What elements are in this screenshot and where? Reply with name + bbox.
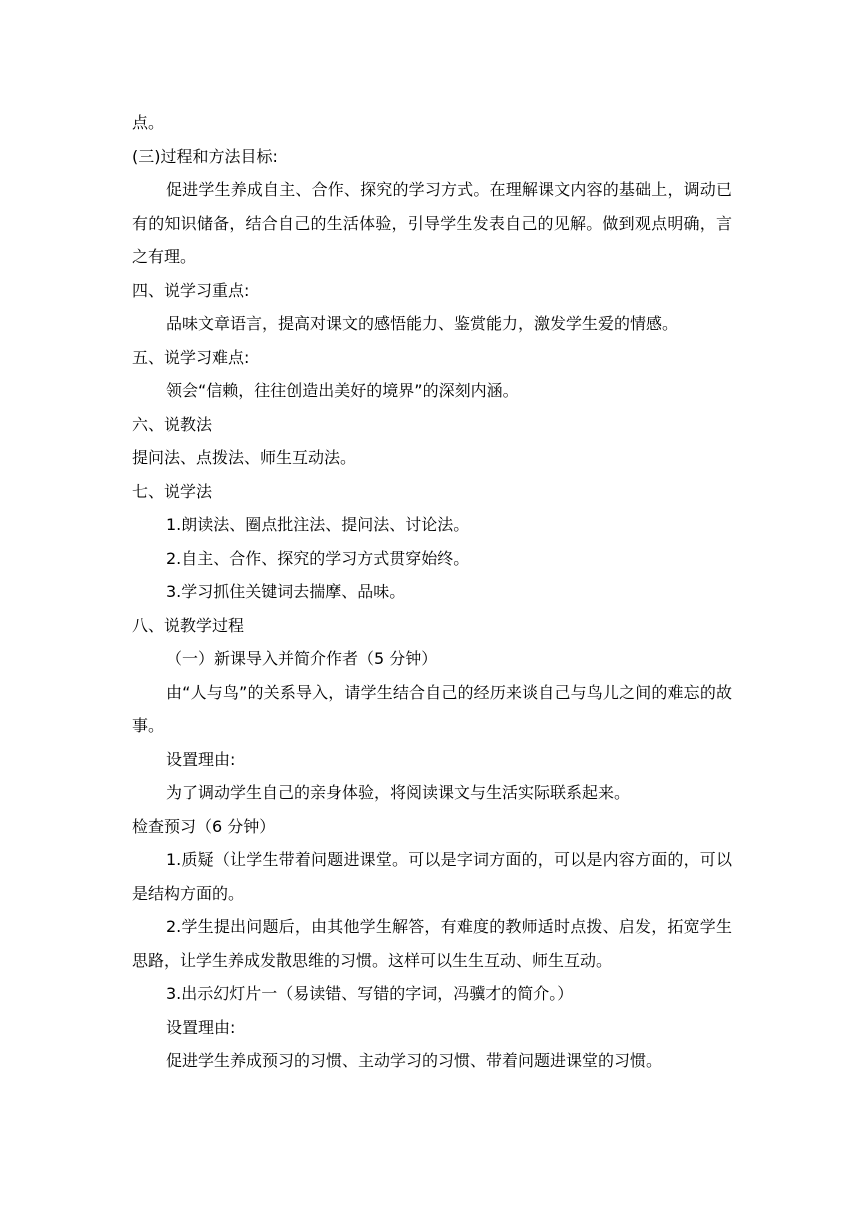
list-item-preview-1: 1.质疑（让学生带着问题进课堂。可以是字词方面的，可以是内容方面的，可以是结构方面的。 (132, 850, 732, 903)
list-item-learning-method-1: 1.朗读法、圈点批注法、提问法、讨论法。 (166, 515, 470, 534)
paragraph-teaching-methods: 提问法、点拨法、师生互动法。 (132, 448, 357, 467)
paragraph-process-method-text: 促进学生养成自主、合作、探究的学习方式。在理解课文内容的基础上，调动已有的知识储备，结合自己的生活体验，引导学生发表自己的见解。做到观点明确，言之有理。 (132, 180, 732, 266)
heading-learning-key-points: 四、说学习重点: (132, 280, 250, 300)
paragraph-introduction: 由“人与鸟”的关系导入，请学生结合自己的经历来谈自己与鸟儿之间的难忘的故事。 (132, 682, 732, 735)
heading-learning-difficulties: 五、说学习难点: (132, 347, 250, 367)
heading-teaching-process: 八、说教学过程 (132, 615, 245, 635)
paragraph-design-reason-1: 为了调动学生自己的亲身体验，将阅读课文与生活实际联系起来。 (166, 783, 631, 802)
list-item-preview-3: 3.出示幻灯片一（易读错、写错的字词，冯骥才的简介。） (166, 984, 574, 1003)
subheading-introduction: （一）新课导入并简介作者（5 分钟） (166, 649, 438, 668)
paragraph-design-reason-2: 促进学生养成预习的习惯、主动学习的习惯、带着问题进课堂的习惯。 (166, 1051, 663, 1070)
list-item-preview-2: 2.学生提出问题后，由其他学生解答，有难度的教师适时点拨、启发，拓宽学生思路，让学生养成发散思维的习惯。这样可以生生互动、师生互动。 (132, 917, 732, 970)
list-item-learning-method-2: 2.自主、合作、探究的学习方式贯穿始终。 (166, 548, 470, 568)
document-body (132, 106, 732, 1078)
paragraph-continuation: 点。 (132, 113, 165, 132)
paragraph-learning-difficulties: 领会“信赖，往往创造出美好的境界”的深刻内涵。 (166, 381, 519, 400)
heading-teaching-methods: 六、说教法 (132, 414, 213, 434)
heading-preview-check: 检查预习（6 分钟） (132, 816, 276, 836)
heading-process-method-goals: (三)过程和方法目标: (132, 146, 278, 166)
list-item-learning-method-3: 3.学习抓住关键词去揣摩、品味。 (166, 582, 406, 601)
heading-learning-methods: 七、说学法 (132, 481, 213, 501)
paragraph-learning-key-points: 品味文章语言，提高对课文的感悟能力、鉴赏能力，激发学生爱的情感。 (166, 314, 679, 333)
label-design-reason-2: 设置理由: (166, 1017, 236, 1037)
label-design-reason-1: 设置理由: (166, 749, 236, 769)
